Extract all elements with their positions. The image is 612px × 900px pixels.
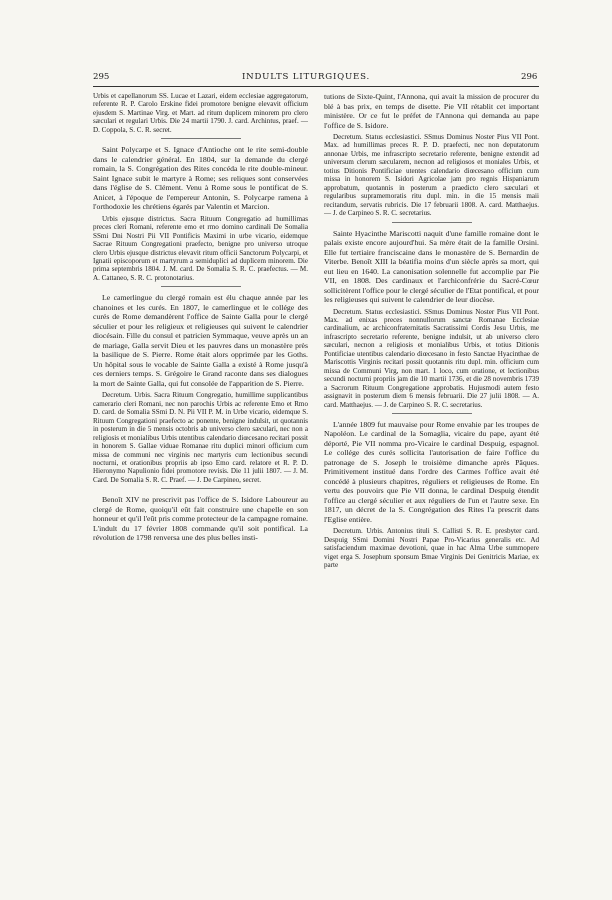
commentary-paragraph: Le camerlingue du clergé romain est élu chaque année par les chanoines et les curés. En 1807, le camerlingue et le collége des curés de Rome demandèrent l'office de Sainte Galla pour le clergé séculier et pour les religieux et religieuses qui suivent le calendrier diocésain. Fille du consul et patricien Symmaque, veuve après un an de mariage, Galla servit Dieu et les pauvres dans un monastère près la basilique de S. Pierre. Rome était alors opprimée par les Goths. Un hôpital sous le vocable de Sainte Galla a existé à Rome jusqu'à ces derniers temps. S. Grégoire le Grand raconte dans ses dialogues la mort de Sainte Galla, qui fut consolée de l'apparition de S. Pierre. bbox=[93, 293, 308, 388]
decree-paragraph: Urbis ejusque districtus. Sacra Rituum Congregatio ad humillimas preces cleri Romani, referente emo et rmo domino cardinali De Somalia SSmi Dni Nostri Pii VII Pontificis Maximi in urbe vicario, eidemque Sacrae Rituum Congregationi praefecto, benigne pro universo utroque clero Urbis ejusque districtus elevavit ritum officii Sanctorum Polycarpi, et Ignatii episcoporum et martyrum a semiduplici ad duplicem minorem. Die prima septembris 1804. J. M. card. De Somalia S. R. C. praefectus. — M. A. Cattaneo, S. R. C. protonotarius. bbox=[93, 214, 308, 282]
decree-paragraph: Decretum. Status ecclesiastici. SSmus Dominus Noster Pius VII Pont. Max. ad enixas preces nonnullorum sanctæ Romanae Ecclesiae cardinalium, ac archiconfraternitatis Sacratissimi Cordis Jesu Urbis, me infrascripto secretario referente, benigne indulsit, ut ab universo clero sæculari, necnon a religiosis et monialibus Urbis, et totius Ditionis Pontificiae utentibus calendario diœcesano in festo Sanctae Hyacinthae de Mariscottis Virginis recitari possit quotannis ritu dupl. min. officium cum missa de Communi Virg, non mart. 1 loco, cum oratione, et lectionibus secundi nocturni propriis jam die 10 martii 1736, et die 28 novembris 1739 a Sacrorum Rituum Congregatione approbatis. Hujusmodi autem festo assignavit in posterum diem 6 mensis februarii. Die 27 julii 1808. — A. card. Matthaejus. — J. de Carpineo S. R. C. secretarius. bbox=[324, 307, 539, 409]
left-column bbox=[93, 92, 308, 888]
right-column bbox=[324, 92, 539, 888]
decree-paragraph: Decretum. Urbis. Sacra Rituum Congregatio, humillime supplicantibus camerario cleri Romani, nec non parochis Urbis ac referente Emo et Rmo D. card. de Somalia SSmi D. N. Pii VII P. M. in Urbe vicario, eidemque S. Rituum Congregationi praefecto ac ponente, benigne indulsit, ut quotannis in posterum in die 5 mensis octobris ab universo clero sæculari, nec non a religiosis et monialibus Urbis utentibus calendario diœcesano recitari possit in honorem S. Gallae viduae Romanae ritu duplici minori officium cum missa de communi nec virginis nec martyris cum lectionibus secundi nocturni, et orationibus propriis ab ipso Emo card. relatore et R. P. D. Hieronymo Napulionio fidei promotore revisis. Die 11 julii 1807. — J. M. Card. De Somalia S. R. C. Praef. — J. De Carpineo, secret. bbox=[93, 391, 308, 484]
running-title: INDULTS LITURGIQUES. bbox=[241, 72, 371, 82]
page-number-left: 295 bbox=[93, 72, 110, 82]
commentary-paragraph: Saint Polycarpe et S. Ignace d'Antioche ont le rite semi-double dans le calendrier général. En 1804, sur la demande du clergé romain, la S. Congrégation des Rites concéda le rite double-mineur. Saint Ignace subit le martyre à Rome; ses reliques sont conservées dans l'église de S. Clément. Venu à Rome sous le pontificat de S. Anicet, à l'époque de l'empereur Antonin, S. Polycarpe ramena à l'orthodoxie les chrétiens égarés par Valentin et Marcion. bbox=[93, 145, 308, 212]
commentary-paragraph: L'année 1809 fut mauvaise pour Rome envahie par les troupes de Napoléon. Le cardinal de la Somaglia, vicaire du pape, ayant été déporté, Pie VII nomma pro-Vicaire le cardinal Despuig, espagnol. Le collége des curés sollicita l'autorisation de faire l'office du patronage de S. Joseph le troisième dimanche après Pâques. Primitivement institué dans l'ordre des Carmes l'office avait été concédé à plusieurs chapitres, réguliers et religieuses de Rome. En vertu des pouvoirs que Pie VII donna, le cardinal Despuig étendit l'office au clergé séculier et aux réguliers de l'un et l'autre sexe. En 1817, un décret de la S. Congrégation des Rites l'a prescrit dans l'Eglise entière. bbox=[324, 419, 539, 524]
section-separator bbox=[161, 138, 241, 139]
decree-paragraph: Decretum. Status ecclesiastici. SSmus Dominus Noster Pius VII Pont. Max. ad humillimas preces R. P. D. praefecti, nec non deputatorum annonae Urbis, me infrascripto secretario referente, benigne extendit ad universum clerum sæcularem, necnon ad religiosos et moniales Urbis, et totius Ditionis Pontificiae utentes calendario diœcesano officium cum missa in honorem S. Isidori Agricolae jam pro regnis Hispaniarum approbatum, quotannis in posterum a praedicto clero sæculari et regularibus supramemoratis ritu dupl. min. in die 15 mensis maii recitandum, servatis rubricis. Die 17 februarii 1808. A. card. Matthaejus. — J. de Carpineo S. R. C. secretarius. bbox=[324, 133, 539, 218]
section-separator bbox=[161, 488, 241, 489]
page-header bbox=[0, 72, 612, 86]
commentary-paragraph: tutions de Sixte-Quint, l'Annona, qui avait la mission de procurer du blé à bas prix, en temps de disette. Pie VII rétablit cet important ministère. Or ce fut le préfet de l'Annona qui demanda au pape l'office de S. Isidore. bbox=[324, 92, 539, 130]
commentary-paragraph: Benoît XIV ne prescrivit pas l'office de S. Isidore Laboureur au clergé de Rome, quoiqu'il eût fait construire une chapelle en son honneur et qu'il l'eût pris comme protecteur de la campagne romaine. L'indult du 17 février 1808 commande qu'il soit pontifical. La révolution de 1798 renversa une des plus belles insti- bbox=[93, 495, 308, 543]
section-separator bbox=[392, 222, 472, 223]
section-separator bbox=[161, 286, 241, 287]
section-separator bbox=[392, 413, 472, 414]
commentary-paragraph: Sainte Hyacinthe Mariscotti naquit d'une famille romaine dont le palais existe encore aujourd'hui. Sa mère était de la famille Orsini. Elle fut tertiaire franciscaine dans le monastère de S. Bernardin de Viterbe. Benoît XIII la béatifia moins d'un siècle après sa mort, qui eut lieu en 1640. La canonisation solennelle fut accomplie par Pie VII, en 1808. Des cardinaux et l'archiconfrérie du Sacré-Cœur sollicitèrent l'office pour le clergé séculier de l'Etat pontifical, et pour les religieuses qui suivent le calendrier de leur diocèse. bbox=[324, 228, 539, 305]
header-rule bbox=[93, 86, 539, 87]
decree-paragraph: Decretum. Urbis. Antonius tituli S. Callisti S. R. E. presbyter card. Despuig SSmi Domini Nostri Papae Pro-Vicarius generalis etc. Ad satisfaciendum maximae devotioni, quae in hac Alma Urbe summopere viget erga S. Josephum sponsum Bmae Virginis Dei Genitricis Mariae, ex parte bbox=[324, 527, 539, 570]
decree-paragraph: Urbis et capellanorum SS. Lucae et Lazari, eidem ecclesiae aggregatorum, referente R. P. Carolo Erskine fidei promotore benigne elevavit officium ejusdem S. Martinae Virg. et Mart. ad ritum duplicem minorem pro clero sæculari et regulari Urbis. Die 24 martii 1790. J. card. Archintus, praef. — D. Coppola, S. C. R. secret. bbox=[93, 92, 308, 134]
page-number-right: 296 bbox=[521, 72, 538, 82]
